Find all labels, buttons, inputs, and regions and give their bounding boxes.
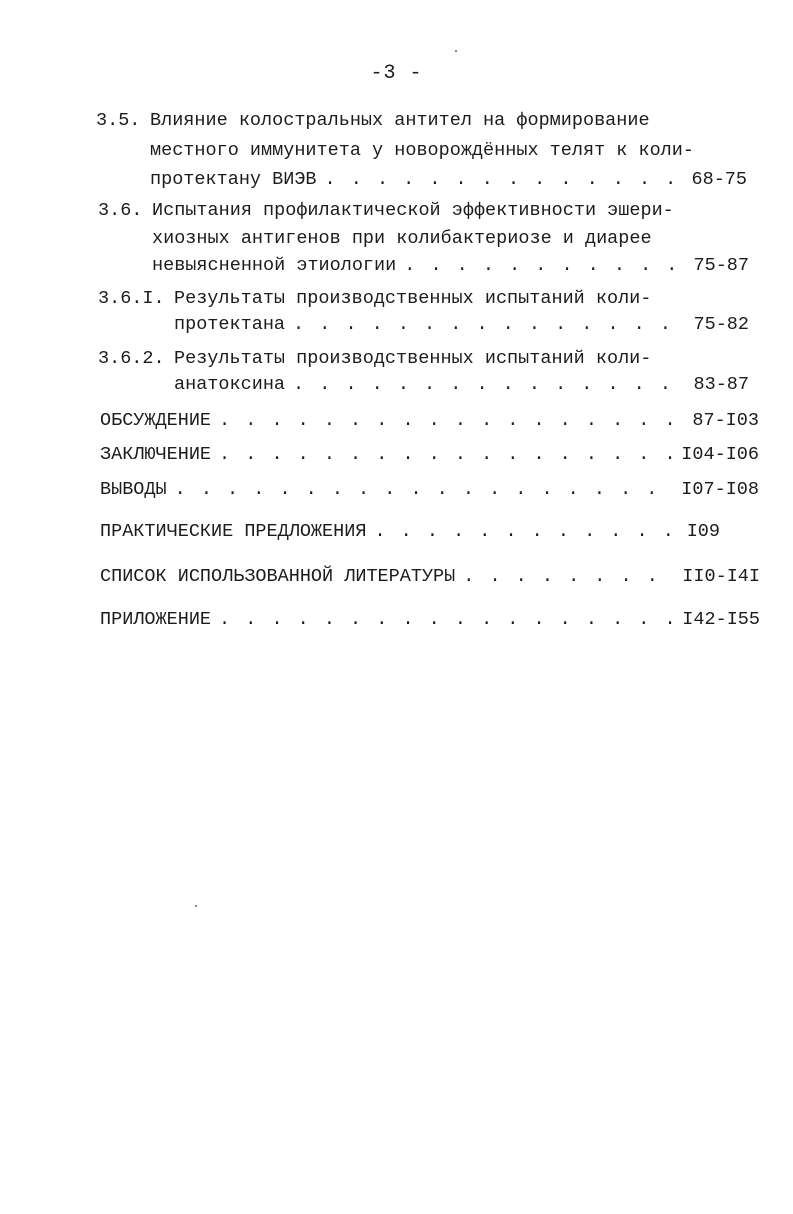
- dot-leader: [325, 167, 684, 193]
- dot-leader: [219, 607, 674, 633]
- toc-entry-line: Результаты производственных испытаний коли-: [174, 288, 652, 309]
- toc-entry-pages: 83-87: [693, 374, 749, 395]
- toc-entry-line: хиозных антигенов при колибактериозе и диарее: [152, 228, 652, 249]
- toc-entry-appendix: [100, 607, 760, 633]
- toc-entry-title: ЗАКЛЮЧЕНИЕ: [100, 444, 212, 465]
- toc-entry-last-line: [174, 312, 749, 338]
- toc-entry-pages: I07-I08: [681, 479, 759, 500]
- toc-entry-pages: 68-75: [691, 169, 747, 190]
- toc-entry-text: невыясненной этиологии: [152, 255, 397, 276]
- dot-leader: [404, 253, 685, 279]
- toc-entry-title: ВЫВОДЫ: [100, 479, 167, 500]
- dot-leader: [219, 408, 684, 434]
- toc-entry-number: 3.6.2.: [98, 348, 165, 369]
- toc-entry-title: ПРАКТИЧЕСКИЕ ПРЕДЛОЖЕНИЯ: [100, 521, 367, 542]
- scan-speck: [455, 50, 457, 52]
- scan-speck: [195, 905, 197, 907]
- toc-entry-title: ОБСУЖДЕНИЕ: [100, 410, 212, 431]
- toc-entry-last-line: [152, 253, 749, 279]
- dot-leader: [374, 519, 678, 545]
- toc-entry-discussion: [100, 408, 759, 434]
- toc-entry-pages: 75-82: [693, 314, 749, 335]
- toc-entry-line: Влияние колостральных антител на формирование: [150, 110, 650, 131]
- toc-entry-text: протектану ВИЭВ: [150, 169, 317, 190]
- toc-entry-conclusion: [100, 442, 759, 468]
- toc-entry-text: анатоксина: [174, 374, 286, 395]
- toc-entry-text: протектана: [174, 314, 286, 335]
- dot-leader: [293, 312, 685, 338]
- toc-entry-number: 3.5.: [96, 110, 141, 131]
- toc-entry-number: 3.6.I.: [98, 288, 165, 309]
- toc-entry-line: Испытания профилактической эффективности эшери-: [152, 200, 674, 221]
- toc-entry-pages: 75-87: [693, 255, 749, 276]
- toc-entry-practical-proposals: [100, 519, 720, 545]
- toc-entry-pages: 87-I03: [692, 410, 759, 431]
- toc-entry-pages: I09: [686, 521, 720, 542]
- dot-leader: [293, 372, 685, 398]
- toc-entry-last-line: [150, 167, 747, 193]
- toc-entry-line: местного иммунитета у новорождённых телят к коли-: [150, 140, 694, 161]
- toc-entry-pages: II0-I4I: [682, 566, 760, 587]
- dot-leader: [175, 477, 674, 503]
- toc-entry-title: ПРИЛОЖЕНИЕ: [100, 609, 212, 630]
- dot-leader: [463, 564, 674, 590]
- toc-entry-title: СПИСОК ИСПОЛЬЗОВАННОЙ ЛИТЕРАТУРЫ: [100, 566, 456, 587]
- toc-entry-pages: I42-I55: [682, 609, 760, 630]
- toc-entry-number: 3.6.: [98, 200, 143, 221]
- toc-entry-pages: I04-I06: [681, 444, 759, 465]
- toc-entry-findings: [100, 477, 759, 503]
- page-number: -3 -: [370, 62, 423, 85]
- toc-entry-line: Результаты производственных испытаний коли-: [174, 348, 652, 369]
- toc-entry-references: [100, 564, 760, 590]
- toc-entry-last-line: [174, 372, 749, 398]
- dot-leader: [219, 442, 673, 468]
